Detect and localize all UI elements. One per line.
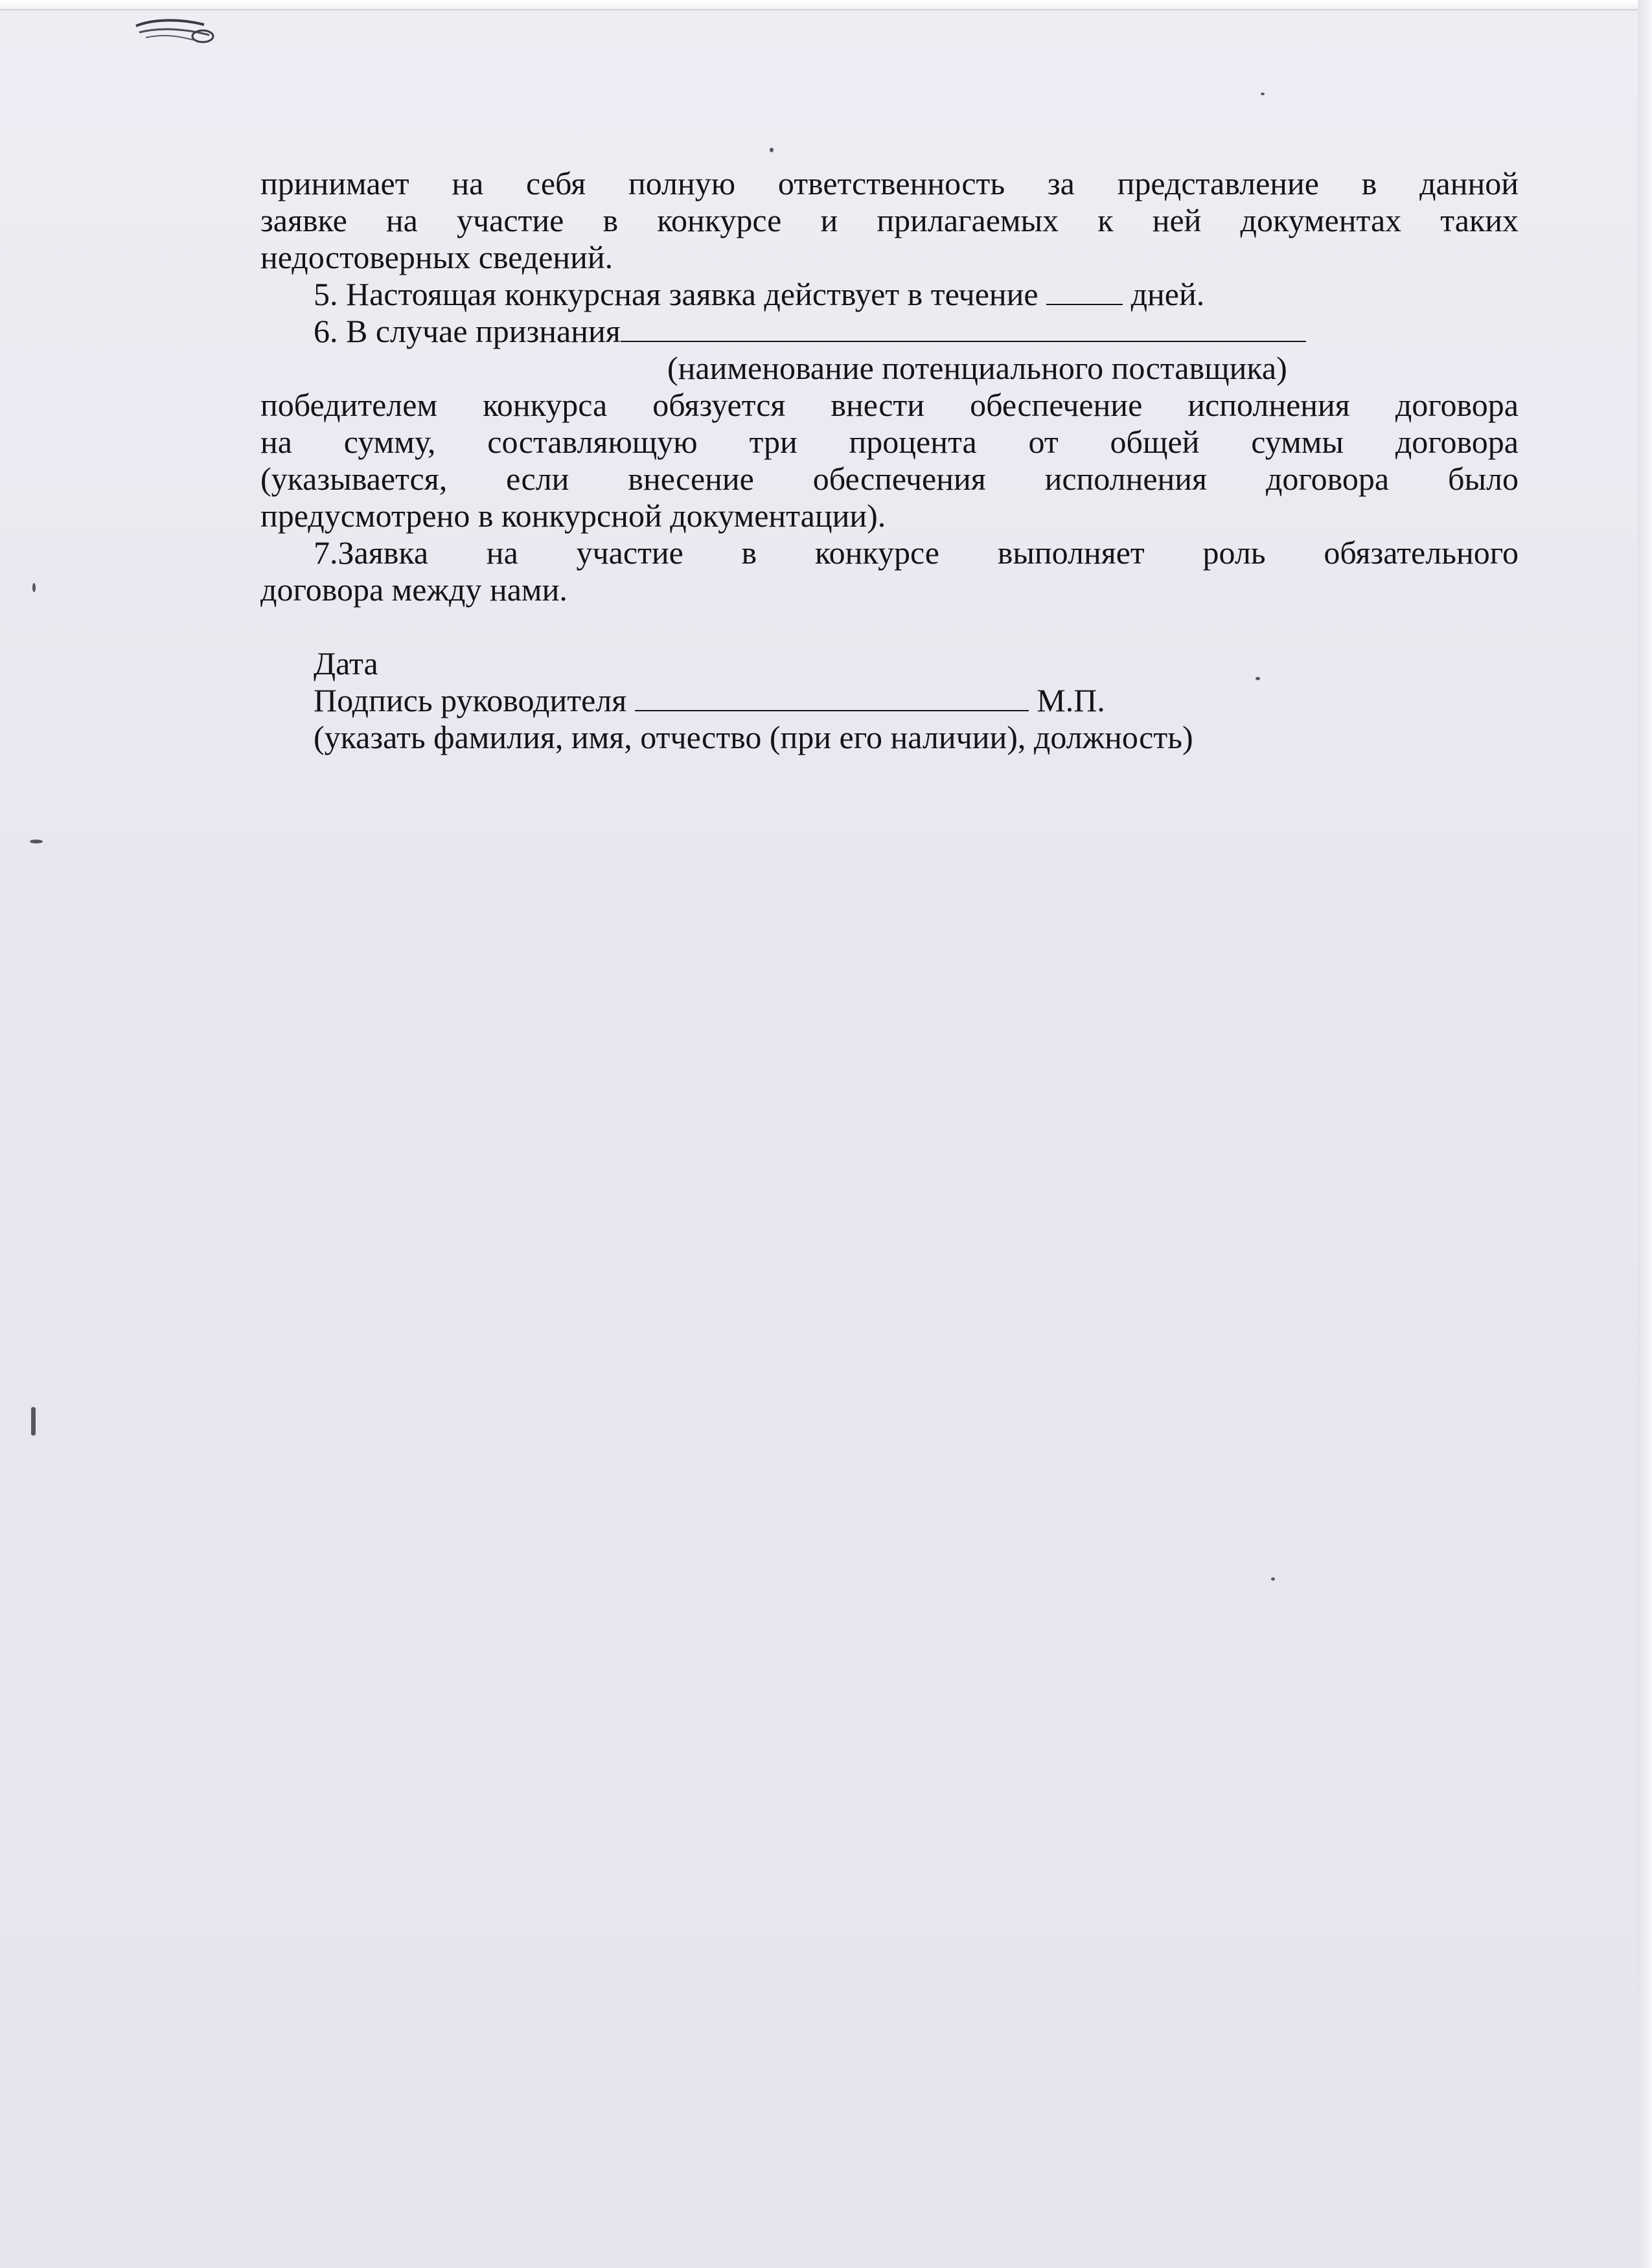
paper-right-edge (1638, 0, 1652, 2268)
scan-speck (31, 1407, 36, 1436)
supplier-name-blank (621, 315, 1306, 342)
paper-top-edge (0, 0, 1652, 10)
signature-label: Подпись руководителя (314, 682, 627, 718)
item-7-line: 7.Заявка на участие в конкурсе выполняет роль обязательного (314, 534, 1519, 571)
spacer (260, 608, 1519, 645)
item-6-line: победителем конкурса обязуется внести обеспечение исполнения договора (260, 387, 1519, 423)
paragraph-4-line: принимает на себя полную ответственность за представление в данной (260, 165, 1519, 201)
item-7-last-line: договора между нами. (260, 571, 568, 608)
item-6-line: на сумму, составляющую три процента от общей суммы договора (260, 424, 1519, 460)
signature-line (260, 682, 1519, 719)
signature-note: (указать фамилия, имя, отчество (при его наличии), должность) (314, 719, 1193, 755)
days-blank (1046, 278, 1123, 305)
scan-speck (770, 148, 774, 152)
item-6 (260, 313, 1519, 350)
scan-speck (1271, 1577, 1275, 1581)
item-5-days: дней. (1130, 276, 1205, 312)
stamp-label: М.П. (1037, 682, 1105, 718)
supplier-name-note: (наименование потенциального поставщика) (667, 350, 1287, 386)
item-6-line: (указывается, если внесение обеспечения исполнения договора было (260, 461, 1519, 497)
item-6-text: 6. В случае признания (314, 313, 621, 349)
signature-blank (635, 684, 1029, 711)
item-5 (260, 276, 1519, 313)
application-text (260, 165, 1519, 756)
item-6-last-line: предусмотрено в конкурсной документации). (260, 498, 886, 534)
paragraph-4-last-line: недостоверных сведений. (260, 239, 614, 275)
staple-mark (133, 17, 217, 45)
item-5-text: 5. Настоящая конкурсная заявка действует в течение (314, 276, 1038, 312)
scan-speck (30, 840, 43, 843)
scan-speck (32, 583, 36, 592)
date-label: Дата (314, 645, 378, 682)
scan-speck (1261, 93, 1265, 95)
paragraph-4-line: заявке на участие в конкурсе и прилагаемых к ней документах таких (260, 202, 1519, 238)
